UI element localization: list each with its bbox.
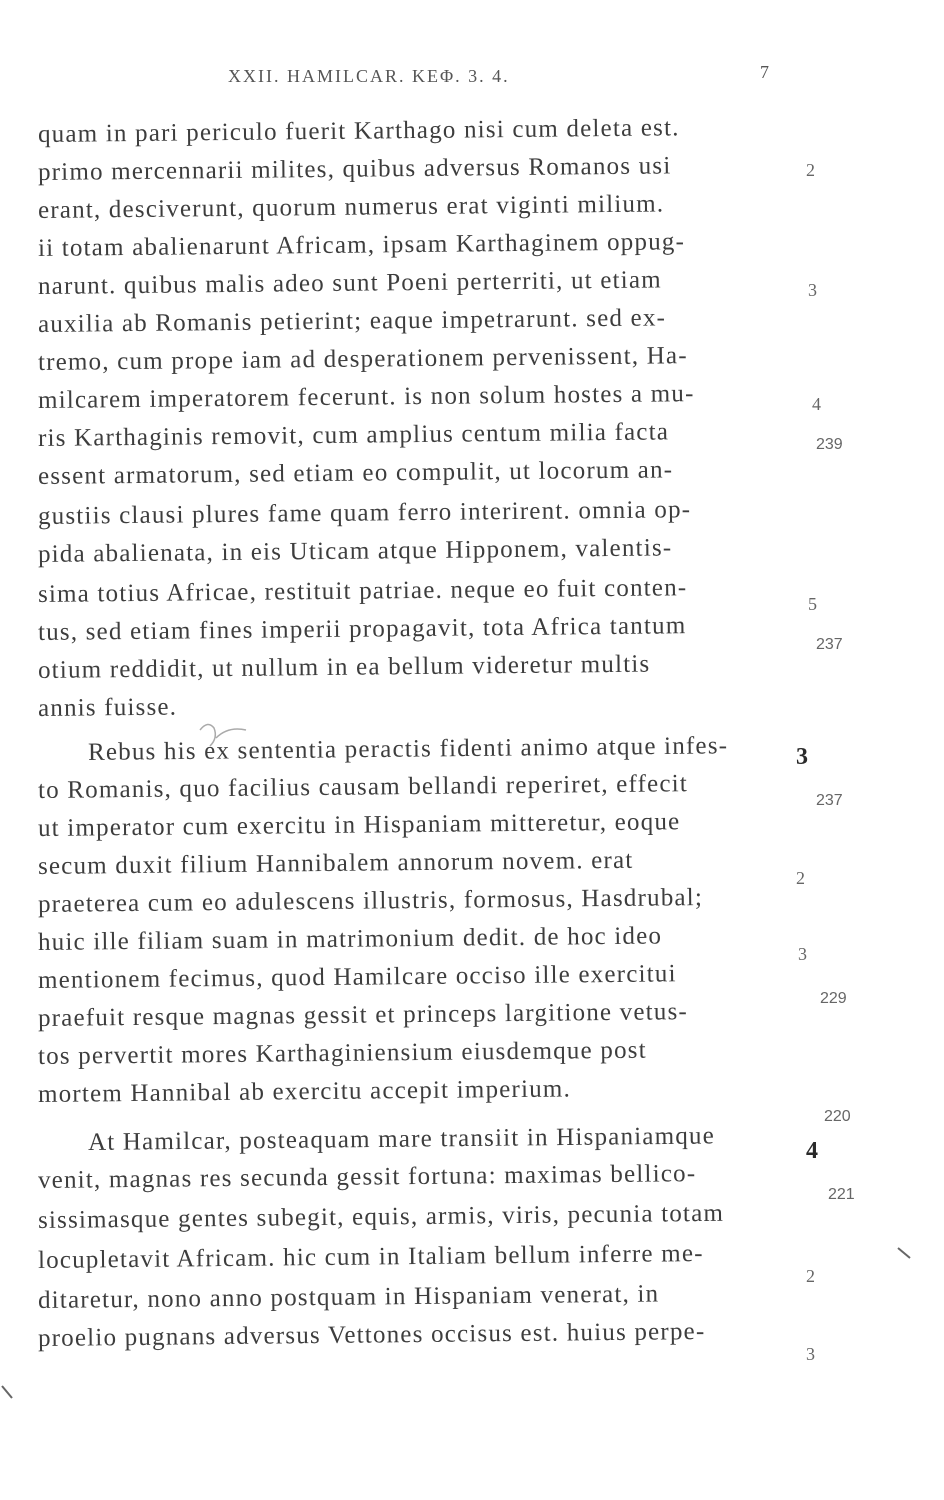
text-line: venit, magnas res secunda gessit fortuna: maximas bellico-	[37, 1160, 697, 1194]
margin-date: 221	[828, 1186, 855, 1203]
text-line: tos pervertit mores Karthaginiensium eiusdemque post	[37, 1036, 647, 1070]
text-line: ii totam abalienarunt Africam, ipsam Karthaginem oppug-	[37, 228, 686, 262]
text-line: praefuit resque magnas gessit et princeps largitione vetus-	[37, 998, 689, 1032]
section-number: 5	[808, 594, 817, 614]
margin-date: 237	[816, 636, 843, 653]
section-number: 3	[798, 944, 807, 964]
section-number: 3	[808, 280, 817, 300]
text-line: gustiis clausi plures fame quam ferro interirent. omnia op-	[37, 496, 692, 530]
text-line: ris Karthaginis removit, cum amplius centum milia facta	[37, 418, 670, 452]
text-line: sima totius Africae, restituit patriae. neque eo fuit conten-	[37, 574, 688, 608]
text-line: to Romanis, quo facilius causam bellandi reperiret, effecit	[37, 770, 689, 804]
text-line: ut imperator cum exercitu in Hispaniam mitteretur, eoque	[37, 808, 681, 842]
text-line: At Hamilcar, posteaquam mare transiit in Hispaniamque	[87, 1122, 716, 1156]
text-line: milcarem imperatorem fecerunt. is non solum hostes a mu-	[37, 380, 695, 414]
text-line: sissimasque gentes subegit, equis, armis, viris, pecunia totam	[37, 1199, 725, 1234]
text-line: narunt. quibus malis adeo sunt Poeni perterriti, ut etiam	[37, 266, 662, 300]
section-number: 3	[806, 1344, 815, 1364]
text-line: annis fuisse.	[37, 693, 178, 722]
text-line: quam in pari periculo fuerit Karthago nisi cum deleta est.	[37, 114, 680, 148]
scan-speck-mark	[0, 1384, 20, 1404]
text-line: proelio pugnans adversus Vettones occisus est. huius perpe-	[37, 1318, 706, 1352]
text-line: pida abalienata, in eis Uticam atque Hipponem, valentis-	[37, 534, 673, 568]
section-number: 4	[806, 1138, 818, 1164]
margin-date: 220	[824, 1108, 851, 1125]
text-line: essent armatorum, sed etiam eo compulit, ut locorum an-	[37, 456, 674, 490]
section-number: 2	[806, 160, 815, 180]
margin-date: 237	[816, 792, 843, 809]
running-head: XXII. HAMILCAR. ΚΕΦ. 3. 4.	[228, 66, 510, 86]
text-line: mentionem fecimus, quod Hamilcare occiso ille exercitui	[37, 960, 677, 994]
section-number: 4	[812, 394, 821, 414]
text-line: tus, sed etiam fines imperii propagavit, tota Africa tantum	[37, 612, 687, 646]
text-line: huic ille filiam suam in matrimonium dedit. de hoc ideo	[37, 922, 663, 956]
text-line: secum duxit filium Hannibalem annorum novem. erat	[37, 846, 634, 880]
text-line: otium reddidit, ut nullum in ea bellum videretur multis	[37, 650, 651, 684]
text-line: praeterea cum eo adulescens illustris, formosus, Hasdrubal;	[37, 884, 704, 918]
text-line: tremo, cum prope iam ad desperationem pervenissent, Ha-	[37, 342, 688, 376]
margin-date: 239	[816, 436, 843, 453]
scan-speck-mark	[896, 1246, 916, 1262]
text-line: ditaretur, nono anno postquam in Hispaniam venerat, in	[37, 1280, 660, 1314]
page-number: 7	[760, 62, 769, 82]
text-line: primo mercennarii milites, quibus adversus Romanos usi	[37, 152, 672, 186]
section-number: 3	[796, 744, 808, 770]
text-line: auxilia ab Romanis petierint; eaque impetrarunt. sed ex-	[37, 304, 667, 338]
section-number: 2	[806, 1266, 815, 1286]
pencil-scribble-mark	[196, 716, 256, 756]
text-line: locupletavit Africam. hic cum in Italiam bellum inferre me-	[37, 1240, 704, 1274]
margin-date: 229	[820, 990, 847, 1007]
text-line: Rebus his ex sententia peractis fidenti animo atque infes-	[87, 732, 729, 766]
text-line: erant, desciverunt, quorum numerus erat viginti milium.	[37, 190, 665, 224]
text-line: mortem Hannibal ab exercitu accepit imperium.	[37, 1075, 572, 1108]
section-number: 2	[796, 868, 805, 888]
